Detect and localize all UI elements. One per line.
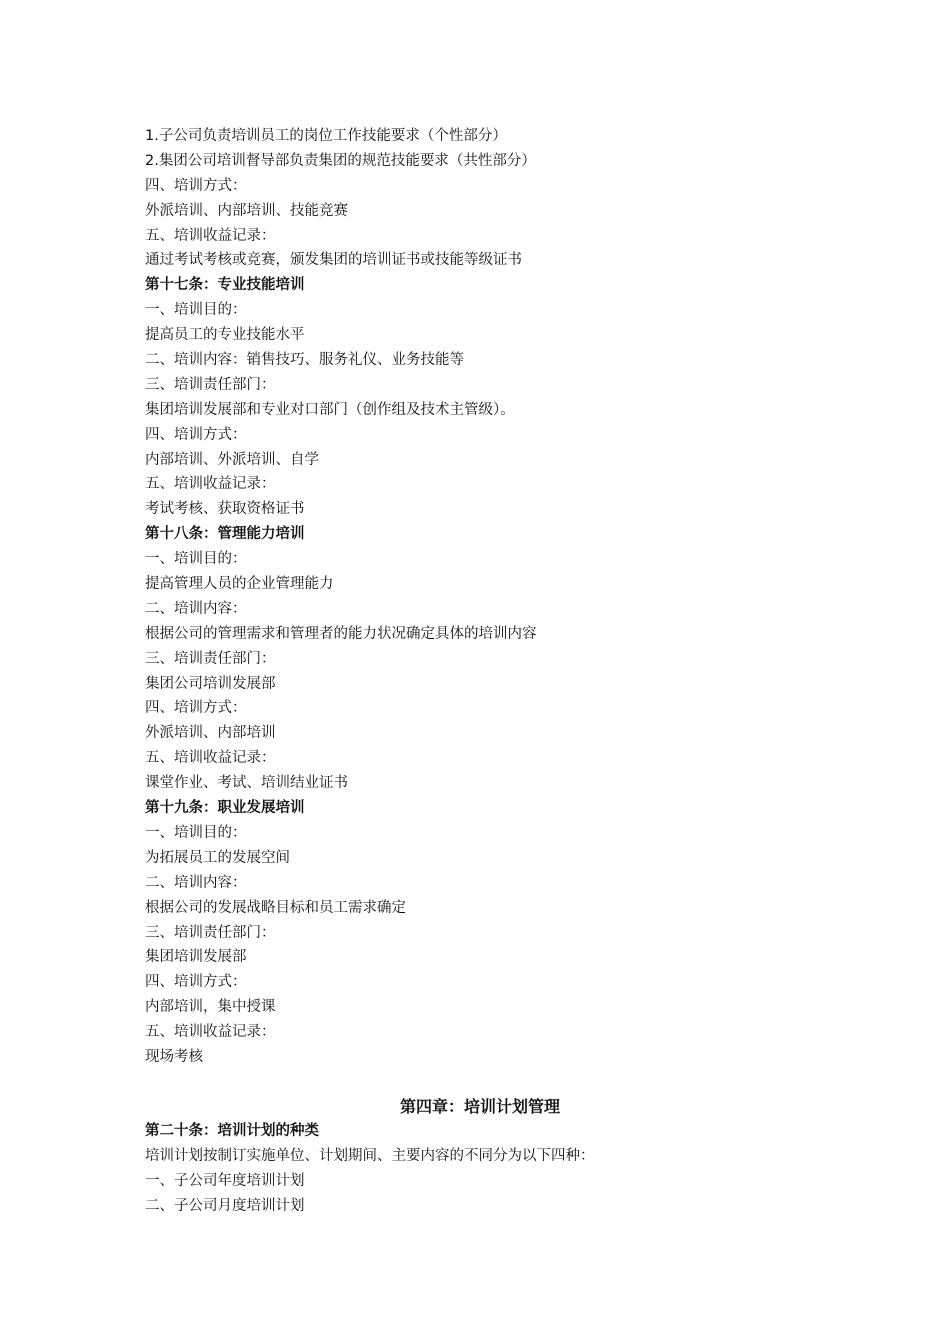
text-line: 一、培训目的： xyxy=(145,824,247,841)
text-line: 集团公司培训发展部 xyxy=(145,675,276,692)
text-line: 二、培训内容： xyxy=(145,600,247,617)
text-line: 一、培训目的： xyxy=(145,551,247,568)
text-line: 二、培训内容： xyxy=(145,874,247,891)
text-line: 内部培训、外派培训、自学 xyxy=(145,451,319,468)
text-line: 一、培训目的： xyxy=(145,302,247,319)
article-heading: 第二十条：培训计划的种类 xyxy=(145,1122,319,1139)
text-line: 为拓展员工的发展空间 xyxy=(145,849,290,866)
article-heading: 第十九条：职业发展培训 xyxy=(145,800,305,817)
text-line: 五、培训收益记录： xyxy=(145,1024,276,1041)
article-heading: 第十八条：管理能力培训 xyxy=(145,526,305,543)
text-line: 五、培训收益记录： xyxy=(145,750,276,767)
text-line: 考试考核、获取资格证书 xyxy=(145,501,305,518)
text-line: 五、培训收益记录： xyxy=(145,227,276,244)
text-line: 外派培训、内部培训 xyxy=(145,725,276,742)
text-line: 通过考试考核或竞赛，颁发集团的培训证书或技能等级证书 xyxy=(145,252,522,269)
text-line: 三、培训责任部门： xyxy=(145,376,276,393)
text-line: 外派培训、内部培训、技能竞赛 xyxy=(145,202,348,219)
text-line: 根据公司的管理需求和管理者的能力状况确定具体的培训内容 xyxy=(145,625,537,642)
text-line: 2.集团公司培训督导部负责集团的规范技能要求（共性部分） xyxy=(145,152,536,169)
article-heading: 第十七条：专业技能培训 xyxy=(145,277,305,294)
text-line: 根据公司的发展战略目标和员工需求确定 xyxy=(145,899,406,916)
document-body-top xyxy=(145,124,815,1070)
document-body-bottom xyxy=(145,1119,815,1219)
text-line: 培训计划按制订实施单位、计划期间、主要内容的不同分为以下四种： xyxy=(145,1147,595,1164)
text-line: 现场考核 xyxy=(145,1048,203,1065)
text-line: 提高员工的专业技能水平 xyxy=(145,327,305,344)
chapter-heading: 第四章：培训计划管理 xyxy=(399,1096,560,1116)
text-line: 二、培训内容：销售技巧、服务礼仪、业务技能等 xyxy=(145,352,464,369)
text-line: 四、培训方式： xyxy=(145,974,247,991)
text-line: 一、子公司年度培训计划 xyxy=(145,1172,305,1189)
text-line: 集团培训发展部和专业对口部门（创作组及技术主管级）。 xyxy=(145,401,515,418)
text-line: 课堂作业、考试、培训结业证书 xyxy=(145,775,348,792)
document-page xyxy=(145,124,815,1218)
text-line: 五、培训收益记录： xyxy=(145,476,276,493)
text-line: 二、子公司月度培训计划 xyxy=(145,1197,305,1214)
text-line: 集团培训发展部 xyxy=(145,949,247,966)
text-line: 三、培训责任部门： xyxy=(145,924,276,941)
text-line: 1.子公司负责培训员工的岗位工作技能要求（个性部分） xyxy=(145,128,507,144)
text-line: 提高管理人员的企业管理能力 xyxy=(145,576,334,593)
text-line: 四、培训方式： xyxy=(145,177,247,194)
text-line: 内部培训，集中授课 xyxy=(145,999,276,1016)
text-line: 四、培训方式： xyxy=(145,426,247,443)
text-line: 四、培训方式： xyxy=(145,700,247,717)
text-line: 三、培训责任部门： xyxy=(145,650,276,667)
